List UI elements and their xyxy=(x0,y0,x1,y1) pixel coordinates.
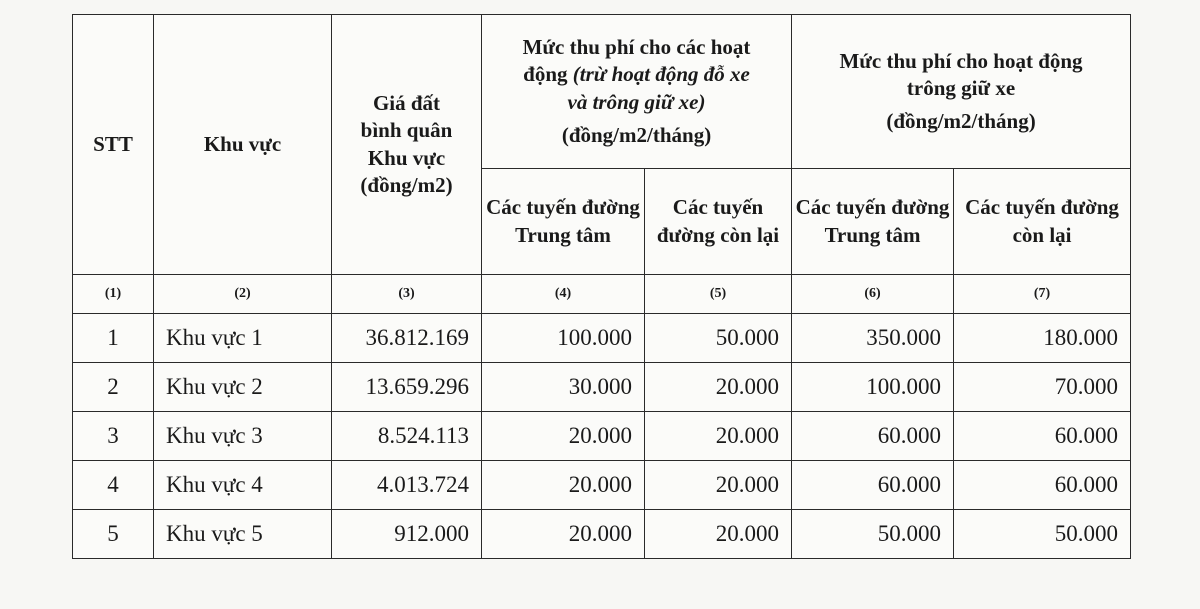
cell-fee-parking-remaining: 60.000 xyxy=(954,412,1131,461)
cell-fee-other-center: 20.000 xyxy=(482,461,645,510)
column-number: (1) xyxy=(73,275,154,314)
cell-fee-parking-center: 50.000 xyxy=(792,510,954,559)
cell-fee-other-remaining: 20.000 xyxy=(645,412,792,461)
table-row xyxy=(73,510,1131,559)
cell-fee-other-remaining: 20.000 xyxy=(645,461,792,510)
header-area: Khu vực xyxy=(154,15,332,275)
cell-land-price: 36.812.169 xyxy=(332,314,482,363)
cell-area: Khu vực 2 xyxy=(154,363,332,412)
column-number-row xyxy=(73,275,1131,314)
cell-fee-other-remaining: 50.000 xyxy=(645,314,792,363)
cell-fee-parking-center: 60.000 xyxy=(792,412,954,461)
cell-area: Khu vực 1 xyxy=(154,314,332,363)
cell-stt: 5 xyxy=(73,510,154,559)
cell-land-price: 8.524.113 xyxy=(332,412,482,461)
cell-area: Khu vực 3 xyxy=(154,412,332,461)
fee-table xyxy=(72,14,1131,559)
subheader-other-center: Các tuyến đường Trung tâm xyxy=(482,169,645,275)
cell-land-price: 13.659.296 xyxy=(332,363,482,412)
header-stt: STT xyxy=(73,15,154,275)
cell-fee-other-center: 100.000 xyxy=(482,314,645,363)
cell-fee-other-center: 20.000 xyxy=(482,412,645,461)
column-number: (2) xyxy=(154,275,332,314)
subheader-parking-center: Các tuyến đường Trung tâm xyxy=(792,169,954,275)
column-number: (7) xyxy=(954,275,1131,314)
cell-fee-other-remaining: 20.000 xyxy=(645,510,792,559)
cell-fee-other-center: 30.000 xyxy=(482,363,645,412)
cell-stt: 2 xyxy=(73,363,154,412)
cell-fee-other-center: 20.000 xyxy=(482,510,645,559)
column-number: (3) xyxy=(332,275,482,314)
cell-fee-parking-center: 60.000 xyxy=(792,461,954,510)
cell-stt: 3 xyxy=(73,412,154,461)
column-number: (4) xyxy=(482,275,645,314)
subheader-other-remaining: Các tuyến đường còn lại xyxy=(645,169,792,275)
header-fee-other-activities: Mức thu phí cho các hoạt động (trừ hoạt động đỗ xe và trông giữ xe) (đồng/m2/tháng) xyxy=(482,15,792,169)
table-row xyxy=(73,412,1131,461)
column-number: (6) xyxy=(792,275,954,314)
cell-land-price: 912.000 xyxy=(332,510,482,559)
subheader-parking-remaining: Các tuyến đường còn lại xyxy=(954,169,1131,275)
cell-area: Khu vực 4 xyxy=(154,461,332,510)
cell-fee-parking-center: 100.000 xyxy=(792,363,954,412)
cell-land-price: 4.013.724 xyxy=(332,461,482,510)
cell-fee-parking-remaining: 70.000 xyxy=(954,363,1131,412)
cell-area: Khu vực 5 xyxy=(154,510,332,559)
cell-stt: 4 xyxy=(73,461,154,510)
cell-stt: 1 xyxy=(73,314,154,363)
cell-fee-other-remaining: 20.000 xyxy=(645,363,792,412)
header-land-price: Giá đất bình quân Khu vực (đồng/m2) xyxy=(332,15,482,275)
cell-fee-parking-remaining: 180.000 xyxy=(954,314,1131,363)
table-row xyxy=(73,461,1131,510)
cell-fee-parking-remaining: 60.000 xyxy=(954,461,1131,510)
table-row xyxy=(73,314,1131,363)
header-fee-parking: Mức thu phí cho hoạt động trông giữ xe (đồng/m2/tháng) xyxy=(792,15,1131,169)
table-row xyxy=(73,363,1131,412)
cell-fee-parking-remaining: 50.000 xyxy=(954,510,1131,559)
cell-fee-parking-center: 350.000 xyxy=(792,314,954,363)
column-number: (5) xyxy=(645,275,792,314)
